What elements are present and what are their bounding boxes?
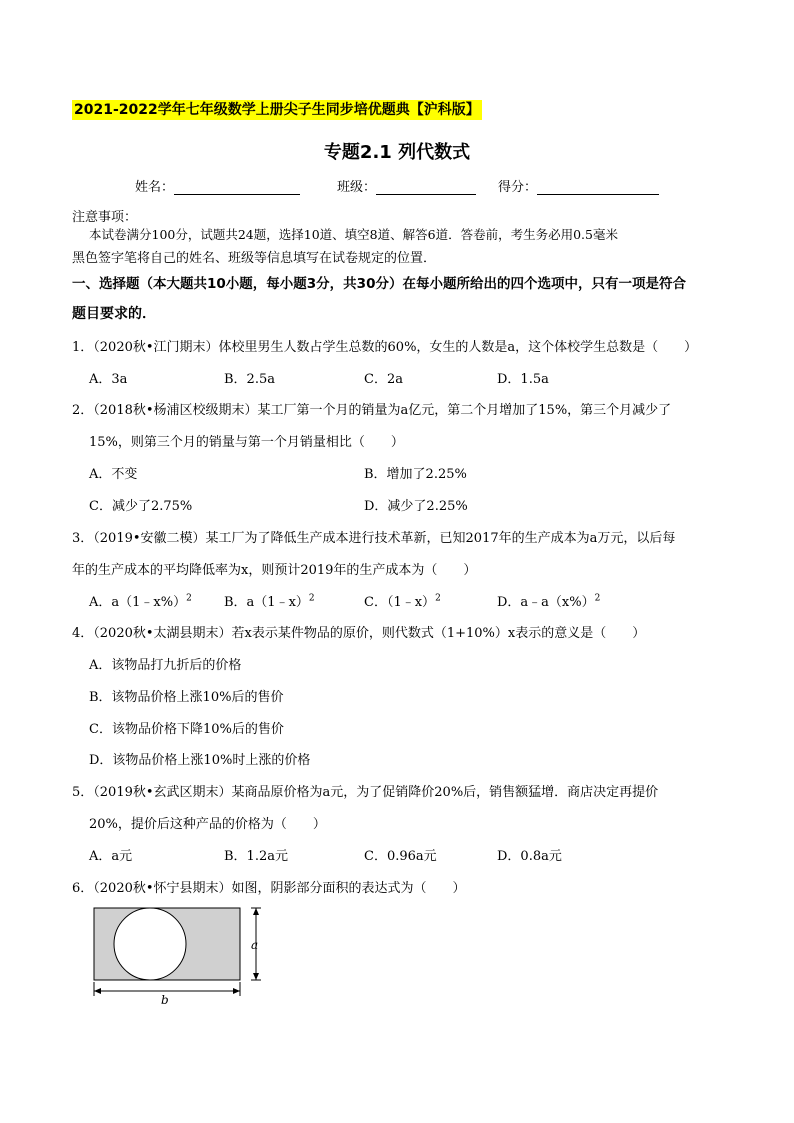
height-arrow-up [253,908,259,915]
score-label: 得分： [498,180,538,195]
q1-option-d[interactable]: D．1.5a [497,372,549,387]
q1-option-a[interactable]: A．3a [89,372,128,387]
q2-option-c[interactable]: C．减少了2.75% [89,499,193,514]
name-blank[interactable] [174,180,300,195]
label-b: b [161,993,169,1006]
question-2-line-2: 15%，则第三个月的销量与第一个月销量相比（ ） [89,435,404,450]
q4-option-d[interactable]: D．该物品价格上涨10%时上涨的价格 [89,753,311,768]
name-label: 姓名： [135,180,175,195]
label-a: a [251,938,259,952]
section-heading-line-2: 题目要求的． [72,306,156,322]
width-arrow-left [94,988,101,994]
question-5-line-1: 5．（2019秋•玄武区期末）某商品原价格为a元，为了促销降价20%后，销售额猛增．商店决定再提价 [72,785,659,800]
question-4: 4．（2020秋•太湖县期末）若x表示某件物品的原价，则代数式（1+10%）x表示的意义是（ ） [72,626,646,641]
class-label: 班级： [337,180,377,195]
q5-option-d[interactable]: D．0.8a元 [497,849,562,864]
q3-option-b-power: 2 [308,593,315,604]
q3-option-b-text: B．a（1﹣x） [224,595,309,610]
q5-option-b[interactable]: B．1.2a元 [224,849,288,864]
q2-option-a[interactable]: A．不变 [89,467,138,482]
q2-option-b[interactable]: B．增加了2.25% [364,467,467,482]
q3-option-d-power: 2 [594,593,601,604]
q4-option-a[interactable]: A．该物品打九折后的价格 [89,658,242,673]
question-6: 6．（2020秋•怀宁县期末）如图，阴影部分面积的表达式为（ ） [72,881,466,896]
series-banner: 2021-2022学年七年级数学上册尖子生同步培优题典【沪科版】 [74,102,480,118]
section-heading-line-1: 一、选择题（本大题共10小题，每小题3分，共30分）在每小题所给出的四个选项中，只有一项是符合 [72,276,686,292]
q3-option-c-power: 2 [435,593,441,604]
question-2-line-1: 2．（2018秋•杨浦区校级期末）某工厂第一个月的销量为a亿元，第二个月增加了15%，第三个月减少了 [72,403,672,418]
q1-option-b[interactable]: B．2.5a [224,372,275,387]
notice-line-1: 本试卷满分100分，试题共24题，选择10道、填空8道、解答6道．答卷前，考生务必用0.5毫米 [89,227,618,242]
q3-option-a-power: 2 [186,593,192,604]
q5-option-c[interactable]: C．0.96a元 [364,849,437,864]
figure-circle [114,908,186,980]
q3-option-a[interactable] [89,591,192,610]
q2-option-d[interactable]: D．减少了2.25% [364,499,468,514]
q3-option-c[interactable] [364,591,441,610]
q5-option-a[interactable]: A．a元 [89,849,133,864]
question-3-line-1: 3．（2019•安徽二模）某工厂为了降低生产成本进行技术革新，已知2017年的生产成本为a万元，以后每 [72,531,676,546]
q3-option-d-text: D．a﹣a（x%） [497,595,595,610]
q3-option-d[interactable] [497,591,600,610]
shaded-area-figure [88,900,278,1006]
name-field[interactable] [135,176,300,195]
width-arrow-right [233,988,240,994]
class-field[interactable] [337,176,476,195]
q3-option-a-text: A．a（1﹣x%） [89,595,187,610]
notice-line-2: 黑色签字笔将自己的姓名、班级等信息填写在试卷规定的位置． [72,251,437,266]
score-field[interactable] [498,176,659,195]
question-3-line-2: 年的生产成本的平均降低率为x，则预计2019年的生产成本为（ ） [72,563,477,578]
question-5-line-2: 20%，提价后这种产品的价格为（ ） [89,817,326,832]
q4-option-b[interactable]: B．该物品价格上涨10%后的售价 [89,690,284,705]
notice-heading: 注意事项： [72,210,138,225]
question-1: 1．（2020秋•江门期末）体校里男生人数占学生总数的60%，女生的人数是a，这个体校学生总数是（ ） [72,340,698,355]
q1-option-c[interactable]: C．2a [364,372,403,387]
q3-option-c-text: C．（1﹣x） [364,595,436,610]
score-blank[interactable] [537,180,659,195]
page-title: 专题2.1 列代数式 [323,142,471,163]
q3-option-b[interactable] [224,591,315,610]
height-arrow-down [253,973,259,980]
q4-option-c[interactable]: C．该物品价格下降10%后的售价 [89,722,284,737]
class-blank[interactable] [376,180,476,195]
